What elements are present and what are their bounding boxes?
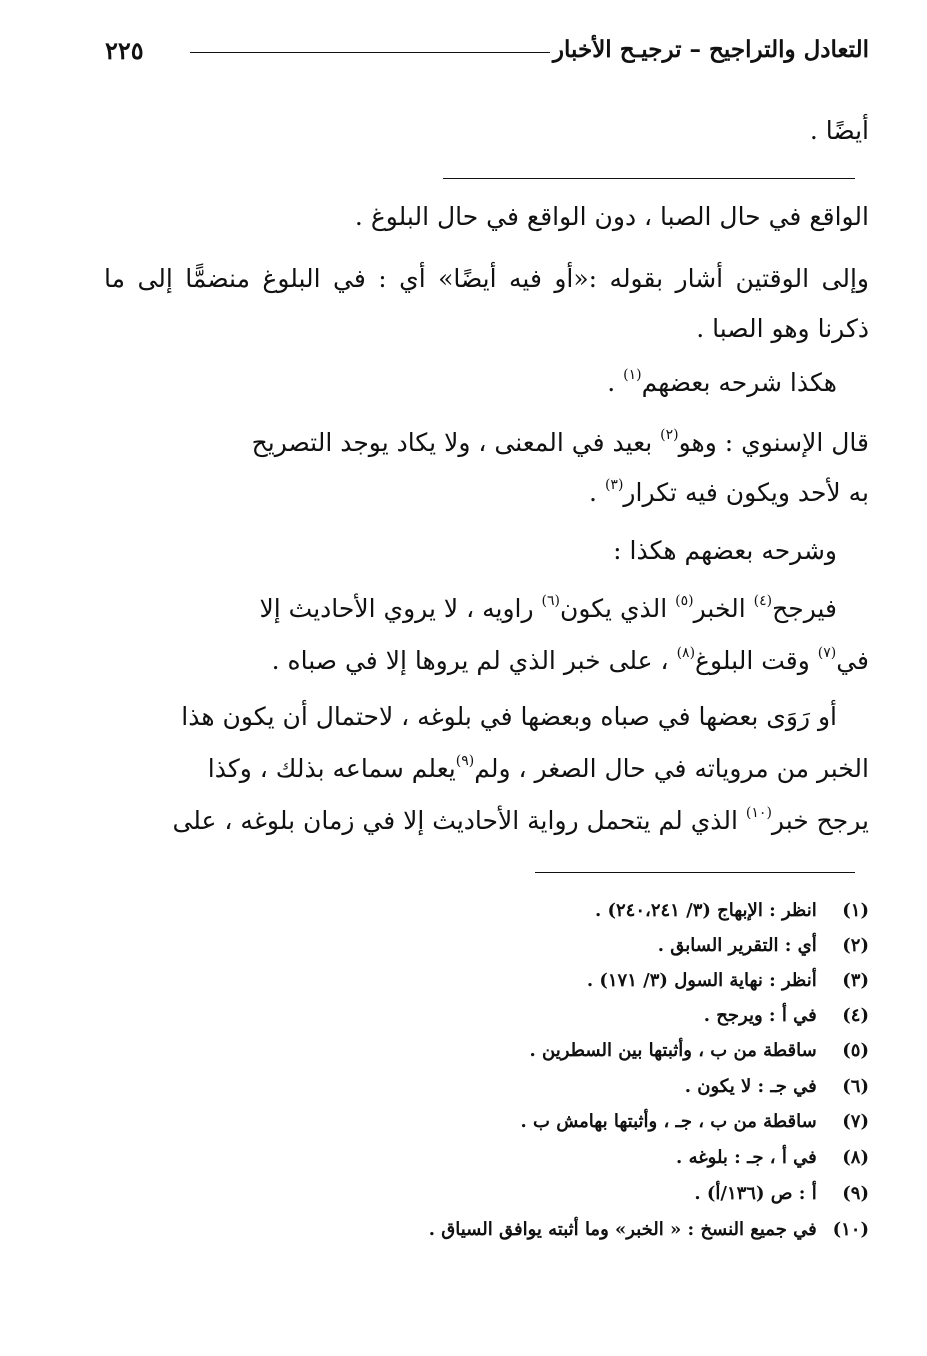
- footnote: (١) انظر : الإبهاج (٣/ ٢٤٠،٢٤١) .: [594, 900, 869, 921]
- footnote-separator: [535, 872, 855, 873]
- paragraph-line: فيرجح$^{(٤)}$ الخبر$^{(٥)}$ الذي يكون$^{(٦)}$ راويه ، لا يروي الأحاديث إلا: [259, 592, 837, 623]
- separator-rule: [443, 178, 855, 179]
- footnote: (٩) أ : ص (١٣٦/أ) .: [694, 1183, 869, 1204]
- footnote: (٣) أنظر : نهاية السول (٣/ ١٧١) .: [586, 970, 869, 991]
- footnote: (٧) ساقطة من ب ، جـ ، وأثبتها بهامش ب .: [520, 1111, 869, 1132]
- header-rule: [190, 52, 550, 53]
- footnote: (٦) في جـ : لا يكون .: [684, 1076, 869, 1097]
- paragraph-line: وشرحه بعضهم هكذا :: [613, 536, 837, 565]
- paragraph-line: الخبر من مروياته في حال الصغر ، ولم$^{(٩)}$يعلم سماعه بذلك ، وكذا: [207, 752, 869, 783]
- paragraph-line: ذكرنا وهو الصبا .: [696, 314, 869, 343]
- carryover-line: أيضًا .: [809, 116, 869, 145]
- paragraph-line: الواقع في حال الصبا ، دون الواقع في حال البلوغ .: [354, 202, 869, 231]
- footnote: (١٠) في جميع النسخ : « الخبر» وما أثبته يوافق السياق .: [428, 1219, 869, 1240]
- paragraph-line: هكذا شرحه بعضهم$^{(١)}$ .: [607, 366, 837, 397]
- footnote: (٥) ساقطة من ب ، وأثبتها بين السطرين .: [529, 1040, 869, 1061]
- footnote: (٢) أي : التقرير السابق .: [657, 935, 869, 956]
- running-header-title: التعادل والتراجيح – ترجيـح الأخبار: [552, 36, 869, 63]
- footnote: (٤) في أ : ويرجح .: [703, 1005, 869, 1026]
- paragraph-line: يرجح خبر$^{(١٠)}$ الذي لم يتحمل رواية الأحاديث إلا في زمان بلوغه ، على: [172, 804, 869, 835]
- paragraph-line: به لأحد ويكون فيه تكرار$^{(٣)}$ .: [589, 476, 869, 507]
- paragraph-line: في$^{(٧)}$ وقت البلوغ$^{(٨)}$ ، على خبر الذي لم يروها إلا في صباه .: [271, 644, 869, 675]
- paragraph-line: قال الإسنوي : وهو$^{(٢)}$ بعيد في المعنى ، ولا يكاد يوجد التصريح: [251, 426, 869, 457]
- footnote: (٨) في أ ، جـ : بلوغه .: [676, 1147, 869, 1168]
- paragraph-line: وإلى الوقتين أشار بقوله :«أو فيه أيضًا» أي : في البلوغ منضمًّا إلى ما: [104, 264, 869, 293]
- paragraph-line: أو رَوَى بعضها في صباه وبعضها في بلوغه ، لاحتمال أن يكون هذا: [181, 702, 837, 731]
- page-number: ٢٢٥: [105, 36, 144, 65]
